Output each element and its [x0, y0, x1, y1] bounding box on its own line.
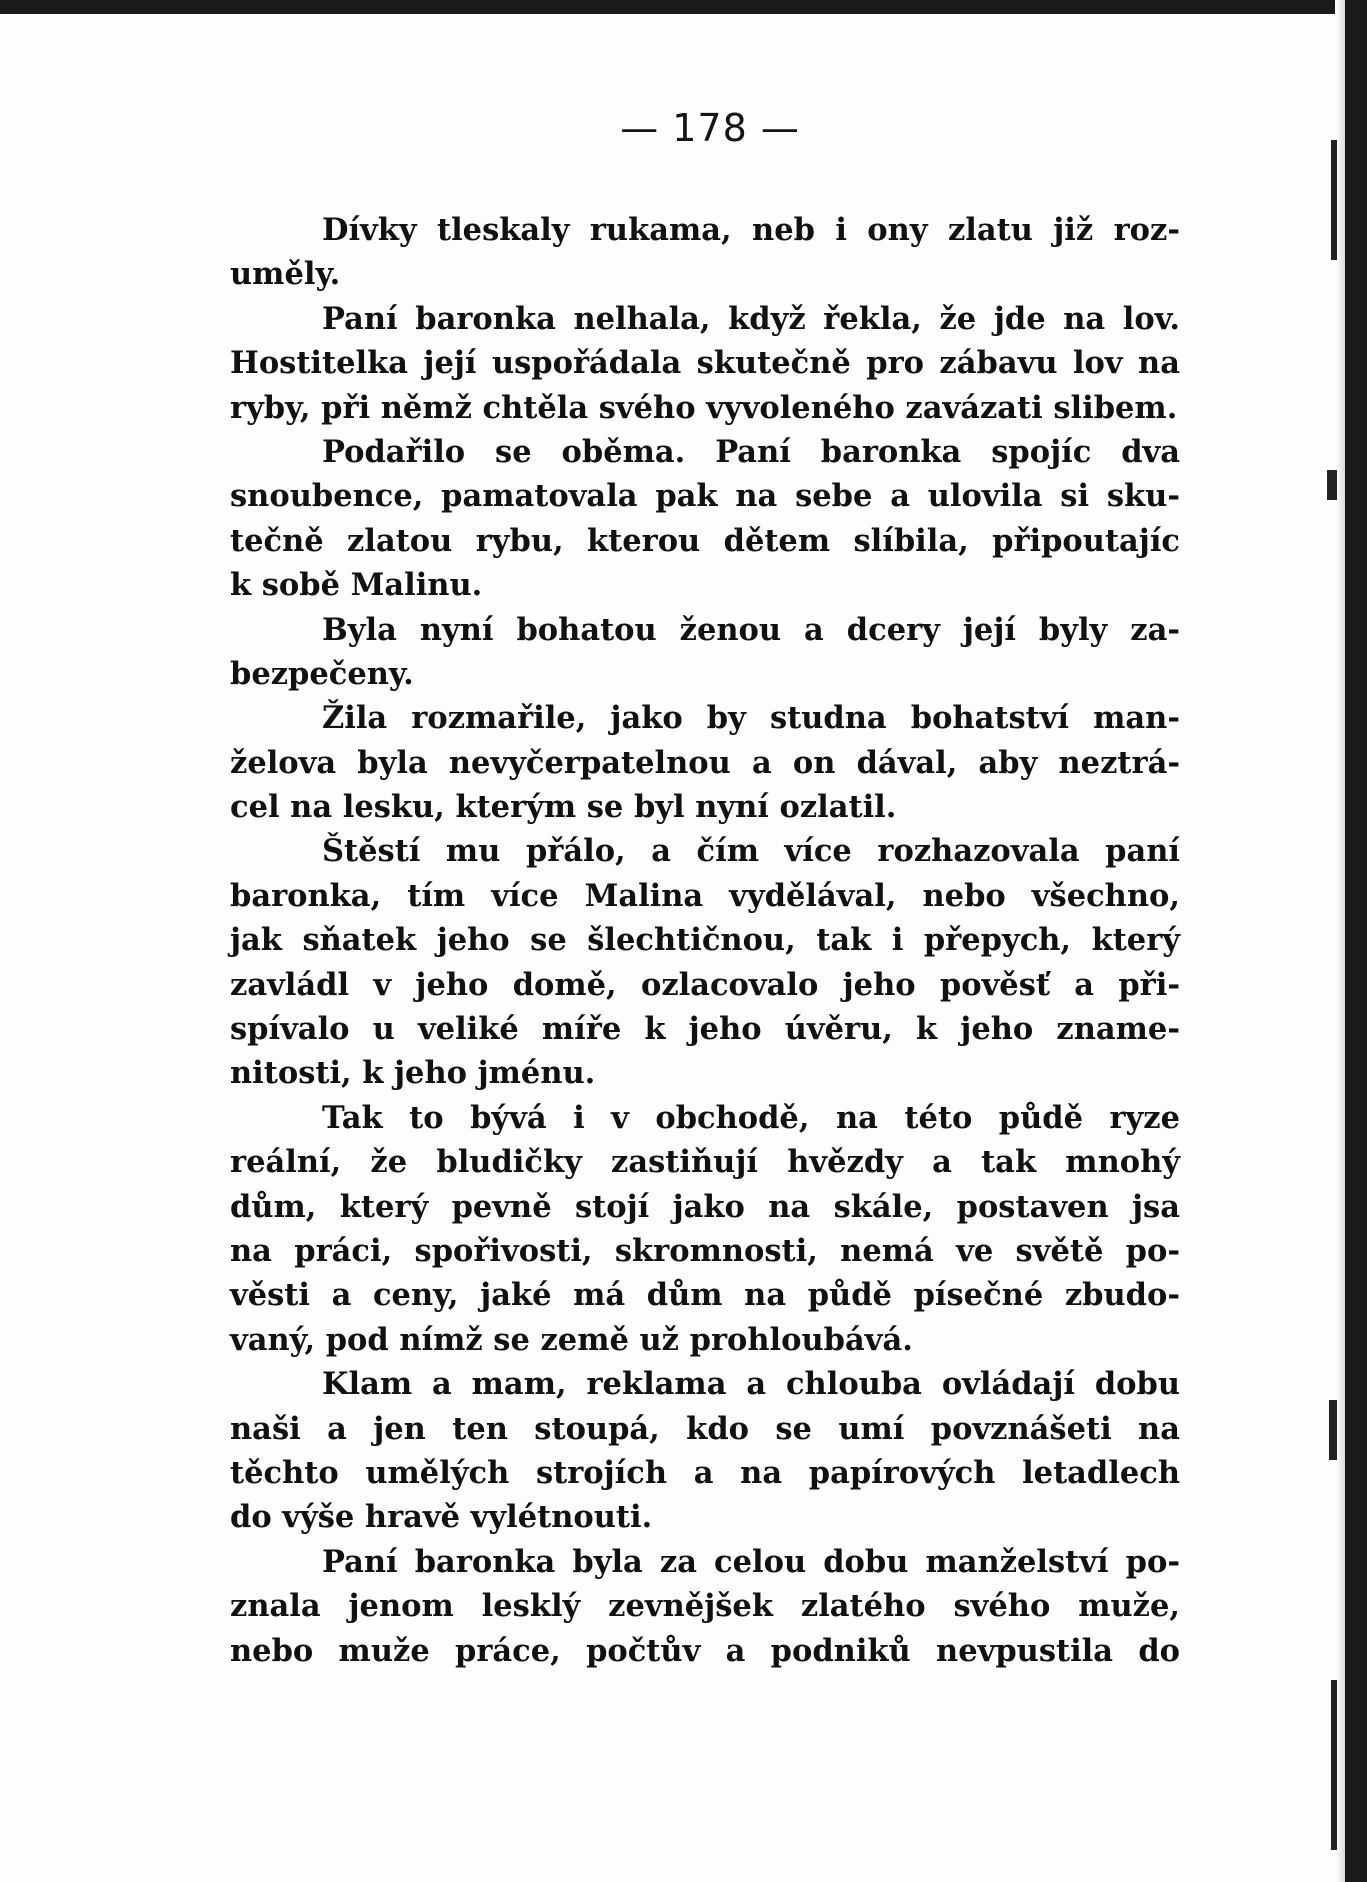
text-line: spívalo u veliké míře k jeho úvěru, k jeho zname- — [230, 1011, 1180, 1048]
text-line: do výše hravě vylétnouti. — [230, 1499, 653, 1536]
scan-border-top — [0, 0, 1367, 14]
text-line: baronka, tím více Malina vydělával, nebo všechno, — [230, 877, 1180, 914]
text-line: dům, který pevně stojí jako na skále, postaven jsa — [230, 1188, 1180, 1225]
text-line: Podařilo se oběma. Paní baronka spojíc dva — [322, 433, 1180, 470]
page-number: — 178 — — [620, 106, 800, 150]
binding-mark — [1331, 140, 1337, 260]
text-line: Hostitelka její uspořádala skutečně pro zábavu lov na — [230, 345, 1180, 382]
text-line: Paní baronka byla za celou dobu manželství po- — [322, 1543, 1180, 1580]
text-line: cel na lesku, kterým se byl nyní ozlatil. — [230, 789, 897, 826]
body-text — [230, 208, 1180, 1673]
text-line: jak sňatek jeho se šlechtičnou, tak i přepych, který — [230, 922, 1180, 959]
binding-mark — [1327, 470, 1337, 500]
text-line: Žila rozmařile, jako by studna bohatství man- — [322, 700, 1180, 737]
text-line: znala jenom lesklý zevnějšek zlatého svého muže, — [230, 1588, 1180, 1625]
text-line: Tak to bývá i v obchodě, na této půdě ryze — [322, 1099, 1180, 1136]
text-line: Paní baronka nelhala, když řekla, že jde na lov. — [322, 300, 1180, 337]
text-line: Klam a mam, reklama a chlouba ovládají dobu — [322, 1366, 1180, 1403]
binding-mark — [1331, 1680, 1337, 1850]
text-line: věsti a ceny, jaké má dům na půdě písečné zbudo- — [230, 1277, 1180, 1314]
text-line: zavládl v jeho domě, ozlacovalo jeho pověsť a při- — [230, 966, 1180, 1003]
text-line: Byla nyní bohatou ženou a dcery její byly za- — [322, 611, 1180, 648]
text-line: snoubence, pamatovala pak na sebe a ulovila si sku- — [230, 478, 1180, 515]
text-line: k sobě Malinu. — [230, 567, 483, 604]
binding-mark — [1329, 1400, 1337, 1460]
text-line: vaný, pod nímž se země už prohloubává. — [230, 1321, 913, 1358]
text-line: nebo muže práce, počtův a podniků nevpustila do — [230, 1632, 1180, 1669]
text-line: uměly. — [230, 256, 341, 293]
text-line: nitosti, k jeho jménu. — [230, 1055, 596, 1092]
scan-shadow-right — [1335, 0, 1345, 1882]
scan-border-right — [1345, 0, 1367, 1882]
text-line: Dívky tleskaly rukama, neb i ony zlatu již roz- — [322, 212, 1180, 248]
text-line: těchto umělých strojích a na papírových letadlech — [230, 1454, 1180, 1491]
text-line: bezpečeny. — [230, 655, 414, 692]
text-line: želova byla nevyčerpatelnou a on dával, aby neztrá- — [230, 744, 1180, 781]
text-line: na práci, spořivosti, skromnosti, nemá ve světě po- — [230, 1232, 1180, 1269]
text-line: reální, že bludičky zastiňují hvězdy a tak mnohý — [230, 1144, 1180, 1181]
text-line: Štěstí mu přálo, a čím více rozhazovala paní — [322, 833, 1180, 870]
text-line: tečně zlatou rybu, kterou dětem slíbila, připoutajíc — [230, 522, 1180, 559]
text-line: ryby, při němž chtěla svého vyvoleného zavázati slibem. — [230, 389, 1178, 426]
text-line: naši a jen ten stoupá, kdo se umí povznášeti na — [230, 1410, 1180, 1447]
